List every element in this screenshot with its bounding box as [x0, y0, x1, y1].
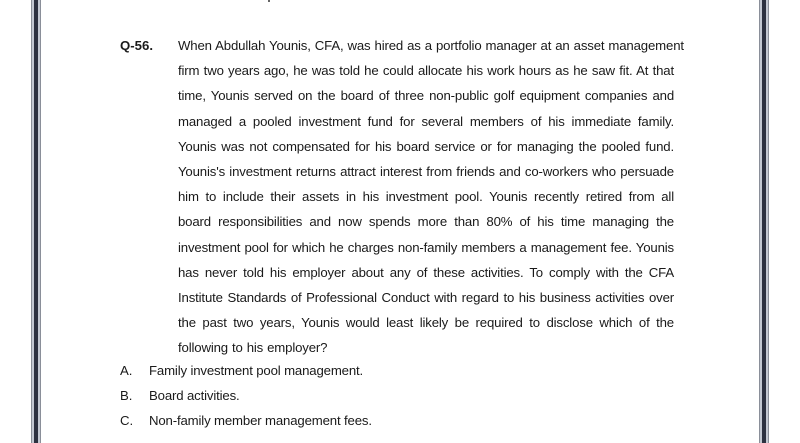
question-line: investment pool for which he charges non-family members a management fee. Younis: [178, 239, 674, 255]
question-line: firm two years ago, he was told he could allocate his work hours as he saw fit. At that: [178, 63, 674, 79]
option-text: Family investment pool management.: [149, 363, 364, 378]
question-line: Younis was not compensated for his board service or for managing the pooled fund.: [178, 138, 674, 154]
option-c[interactable]: [0, 408, 800, 433]
option-a[interactable]: [0, 358, 800, 383]
question-line: managed a pooled investment fund for several members of his immediate family.: [178, 113, 674, 129]
question-line: Institute Standards of Professional Conduct with regard to his business activities over: [178, 290, 674, 306]
question-line: When Abdullah Younis, CFA, was hired as a portfolio manager at an asset management: [178, 38, 684, 53]
option-text: Non-family member management fees.: [149, 413, 372, 429]
question-line: Younis's investment returns attract interest from friends and co-workers who persuade: [178, 164, 674, 180]
question-number: Q-56.: [120, 38, 153, 53]
question-line: following to his employer?: [178, 340, 328, 356]
option-text: Board activities.: [149, 388, 240, 404]
option-letter: A.: [120, 363, 133, 378]
question-line: time, Younis served on the board of three non-public golf equipment companies and: [178, 88, 674, 104]
answer-options: [0, 358, 800, 434]
question-line: has never told his employer about any of these activities. To comply with the CFA: [178, 264, 674, 280]
option-letter: B.: [120, 388, 133, 404]
option-b[interactable]: [0, 383, 800, 408]
question-stem: [178, 33, 684, 361]
question-line: the past two years, Younis would least likely be required to disclose which of the: [178, 315, 674, 331]
question-line: him to include their assets in his investment pool. Younis recently retired from all: [178, 189, 674, 205]
scan-artifact: [268, 0, 270, 2]
option-letter: C.: [120, 413, 134, 429]
question-line: board responsibilities and now spends more than 80% of his time managing the: [178, 214, 674, 230]
